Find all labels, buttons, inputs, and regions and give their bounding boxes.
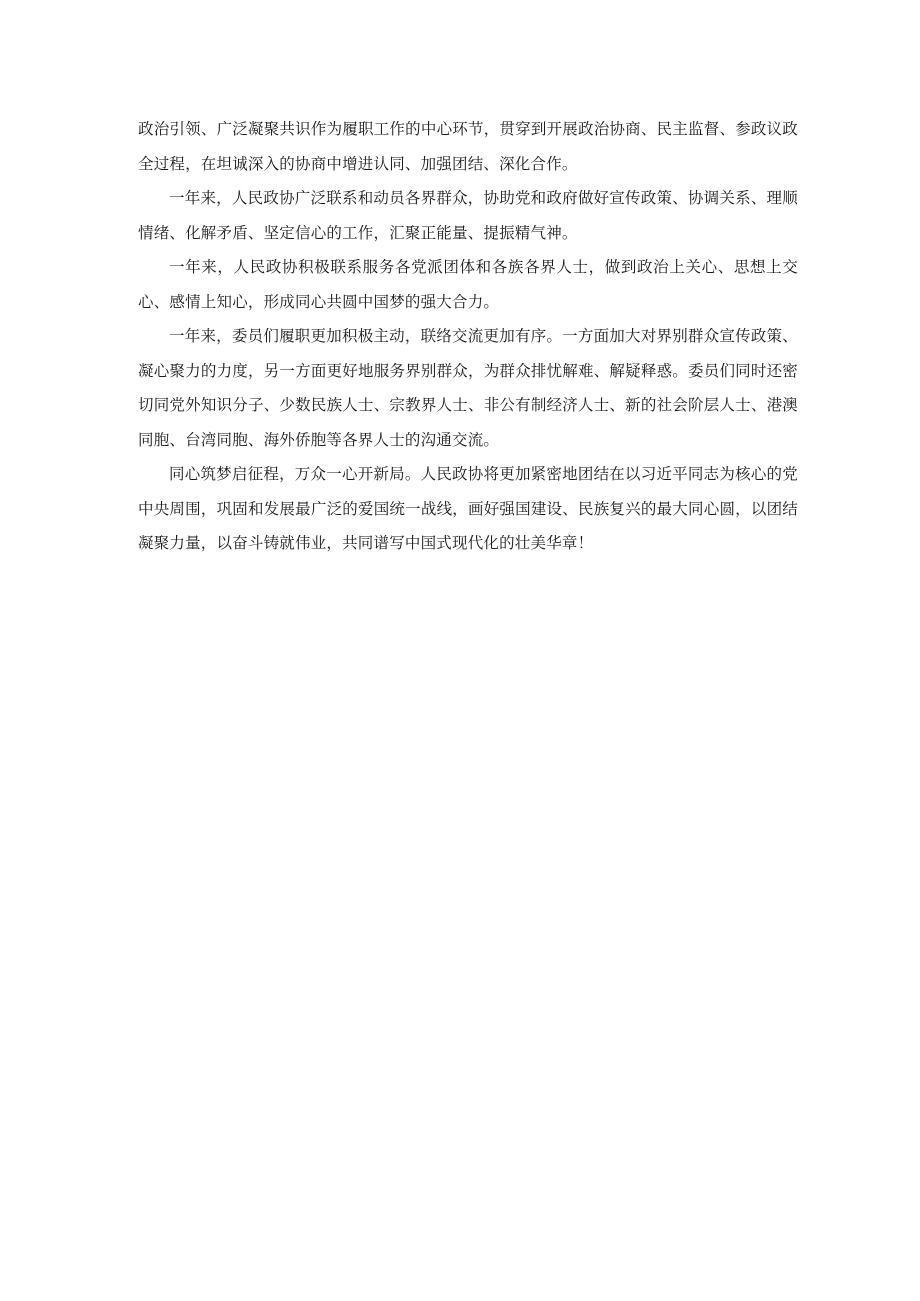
document-body: [138, 112, 798, 561]
paragraph-united-front: 一年来，人民政协积极联系服务各党派团体和各族各界人士，做到政治上关心、思想上交心、感情上知心，形成同心共圆中国梦的强大合力。: [138, 258, 798, 311]
paragraph-public-outreach: 一年来，人民政协广泛联系和动员各界群众，协助党和政府做好宣传政策、协调关系、理顺情绪、化解矛盾、坚定信心的工作，汇聚正能量、提振精气神。: [138, 189, 798, 242]
paragraph-closing: 同心筑梦启征程，万众一心开新局。人民政协将更加紧密地团结在以习近平同志为核心的党中央周围，巩固和发展最广泛的爱国统一战线，画好强国建设、民族复兴的最大同心圆，以团结凝聚力量，以奋斗铸就伟业，共同谱写中国式现代化的壮美华章！: [138, 465, 798, 552]
paragraph-continued: 政治引领、广泛凝聚共识作为履职工作的中心环节，贯穿到开展政治协商、民主监督、参政议政全过程，在坦诚深入的协商中增进认同、加强团结、深化合作。: [138, 120, 798, 173]
paragraph-member-duties: 一年来，委员们履职更加积极主动，联络交流更加有序。一方面加大对界别群众宣传政策、凝心聚力的力度，另一方面更好地服务界别群众，为群众排忧解难、解疑释惑。委员们同时还密切同党外知识分子、少数民族人士、宗教界人士、非公有制经济人士、新的社会阶层人士、港澳同胞、台湾同胞、海外侨胞等各界人士的沟通交流。: [138, 327, 798, 449]
